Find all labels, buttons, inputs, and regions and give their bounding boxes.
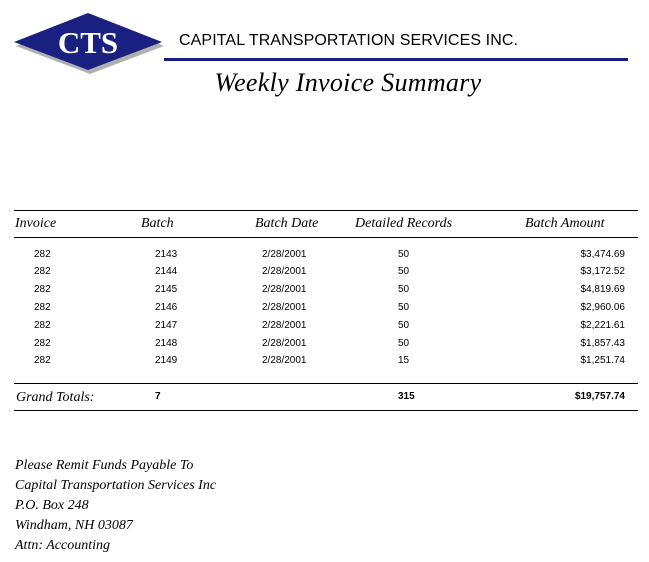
table-row [0, 266, 649, 280]
cell-batch: 2148 [155, 338, 178, 349]
table-row [0, 284, 649, 298]
cts-logo [14, 12, 166, 74]
col-header-batch-amount: Batch Amount [525, 216, 605, 231]
cell-records: 50 [398, 266, 410, 277]
cell-batch: 2143 [155, 249, 178, 260]
col-header-batch-date: Batch Date [255, 216, 319, 231]
cell-batch-date: 2/28/2001 [262, 338, 307, 349]
cell-amount: $2,960.06 [580, 302, 625, 313]
header-rule [164, 58, 628, 61]
cell-amount: $3,474.69 [580, 249, 625, 260]
remit-line: Capital Transportation Services Inc [15, 478, 217, 493]
totals-bottom-rule [14, 410, 638, 411]
cell-amount: $3,172.52 [580, 266, 625, 277]
table-row [0, 355, 649, 369]
cell-records: 50 [398, 338, 410, 349]
cell-amount: $2,221.61 [580, 320, 625, 331]
cell-batch-date: 2/28/2001 [262, 249, 307, 260]
cell-batch: 2149 [155, 355, 178, 366]
remit-line: P.O. Box 248 [15, 498, 89, 513]
cell-records: 50 [398, 249, 410, 260]
cell-batch-date: 2/28/2001 [262, 320, 307, 331]
report-title: Weekly Invoice Summary [214, 68, 482, 97]
table-row [0, 302, 649, 316]
table-row [0, 338, 649, 352]
logo-text: CTS [57, 25, 119, 60]
cell-invoice: 282 [34, 302, 51, 313]
table-header-rule [14, 237, 638, 238]
totals-top-rule [14, 383, 638, 384]
remit-line: Windham, NH 03087 [15, 518, 133, 533]
grand-totals-label: Grand Totals: [16, 390, 95, 405]
total-records: 315 [398, 391, 415, 402]
cell-records: 50 [398, 320, 410, 331]
cell-batch: 2144 [155, 266, 178, 277]
cell-records: 50 [398, 302, 410, 313]
table-top-rule [14, 210, 638, 211]
cell-invoice: 282 [34, 249, 51, 260]
cell-amount: $1,857.43 [580, 338, 625, 349]
cell-batch: 2146 [155, 302, 178, 313]
cell-records: 50 [398, 284, 410, 295]
total-amount: $19,757.74 [574, 391, 625, 402]
table-row [0, 249, 649, 263]
cell-amount: $4,819.69 [580, 284, 625, 295]
cell-batch-date: 2/28/2001 [262, 266, 307, 277]
col-header-detailed-records: Detailed Records [355, 216, 453, 231]
company-name: CAPITAL TRANSPORTATION SERVICES INC. [179, 32, 519, 49]
cell-amount: $1,251.74 [580, 355, 625, 366]
table-row [0, 320, 649, 334]
remit-to-block [15, 456, 216, 556]
cell-invoice: 282 [34, 284, 51, 295]
cell-batch-date: 2/28/2001 [262, 284, 307, 295]
col-header-invoice: Invoice [15, 216, 57, 231]
cell-batch: 2147 [155, 320, 178, 331]
cell-invoice: 282 [34, 355, 51, 366]
cell-invoice: 282 [34, 338, 51, 349]
col-header-batch: Batch [141, 216, 174, 231]
remit-line: Please Remit Funds Payable To [15, 458, 194, 473]
cell-batch-date: 2/28/2001 [262, 355, 307, 366]
total-batch-count: 7 [155, 391, 161, 402]
cell-batch-date: 2/28/2001 [262, 302, 307, 313]
cell-invoice: 282 [34, 266, 51, 277]
cell-batch: 2145 [155, 284, 178, 295]
cell-records: 15 [398, 355, 410, 366]
cell-invoice: 282 [34, 320, 51, 331]
remit-line: Attn: Accounting [15, 538, 110, 553]
